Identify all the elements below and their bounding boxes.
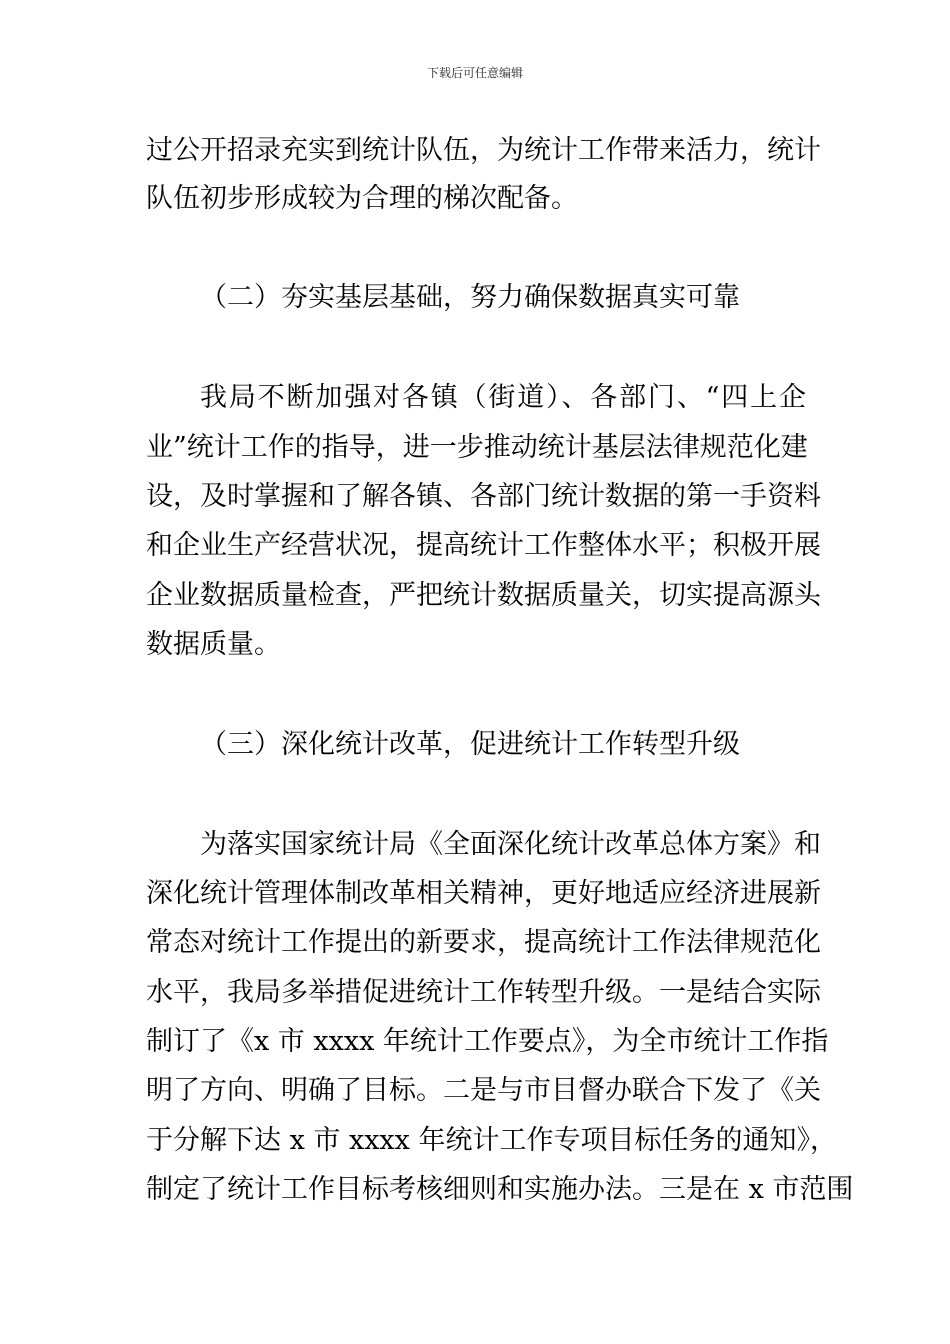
para3-line-5: 制订了《x 市 xxxx 年统计工作要点》，为全市统计工作指 <box>146 1026 829 1057</box>
para2-line-1: 我局不断加强对各镇（街道）、各部门、“四上企 <box>200 382 806 413</box>
para3-line-3: 常态对统计工作提出的新要求，提高统计工作法律规范化 <box>146 927 821 958</box>
page-header: 下载后可任意编辑 <box>426 66 523 80</box>
para1-line-2: 队伍初步形成较为合理的梯次配备。 <box>146 183 578 214</box>
section-heading-3: （三）深化统计改革，促进统计工作转型升级 <box>200 729 740 760</box>
para2-line-5: 企业数据质量检查，严把统计数据质量关，切实提高源头 <box>146 580 821 611</box>
para2-line-6: 数据质量。 <box>146 629 281 660</box>
para2-line-4: 和企业生产经营状况，提高统计工作整体水平；积极开展 <box>146 530 821 561</box>
para2-line-3: 设，及时掌握和了解各镇、各部门统计数据的第一手资料 <box>146 481 821 512</box>
para3-line-4: 水平，我局多举措促进统计工作转型升级。一是结合实际 <box>146 977 821 1008</box>
para3-line-2: 深化统计管理体制改革相关精神，更好地适应经济进展新 <box>146 878 821 909</box>
para1-line-1: 过公开招录充实到统计队伍，为统计工作带来活力，统计 <box>146 135 821 166</box>
para2-line-2: 业”统计工作的指导，进一步推动统计基层法律规范化建 <box>146 432 808 463</box>
section-heading-2: （二）夯实基层基础，努力确保数据真实可靠 <box>200 282 740 313</box>
para3-line-8: 制定了统计工作目标考核细则和实施办法。三是在 x 市范围 <box>146 1174 854 1205</box>
para3-line-7: 于分解下达 x 市 xxxx 年统计工作专项目标任务的通知》， <box>146 1125 837 1156</box>
para3-line-1: 为落实国家统计局《全面深化统计改革总体方案》和 <box>200 829 821 860</box>
para3-line-6: 明了方向、明确了目标。二是与市目督办联合下发了《关 <box>146 1075 821 1106</box>
